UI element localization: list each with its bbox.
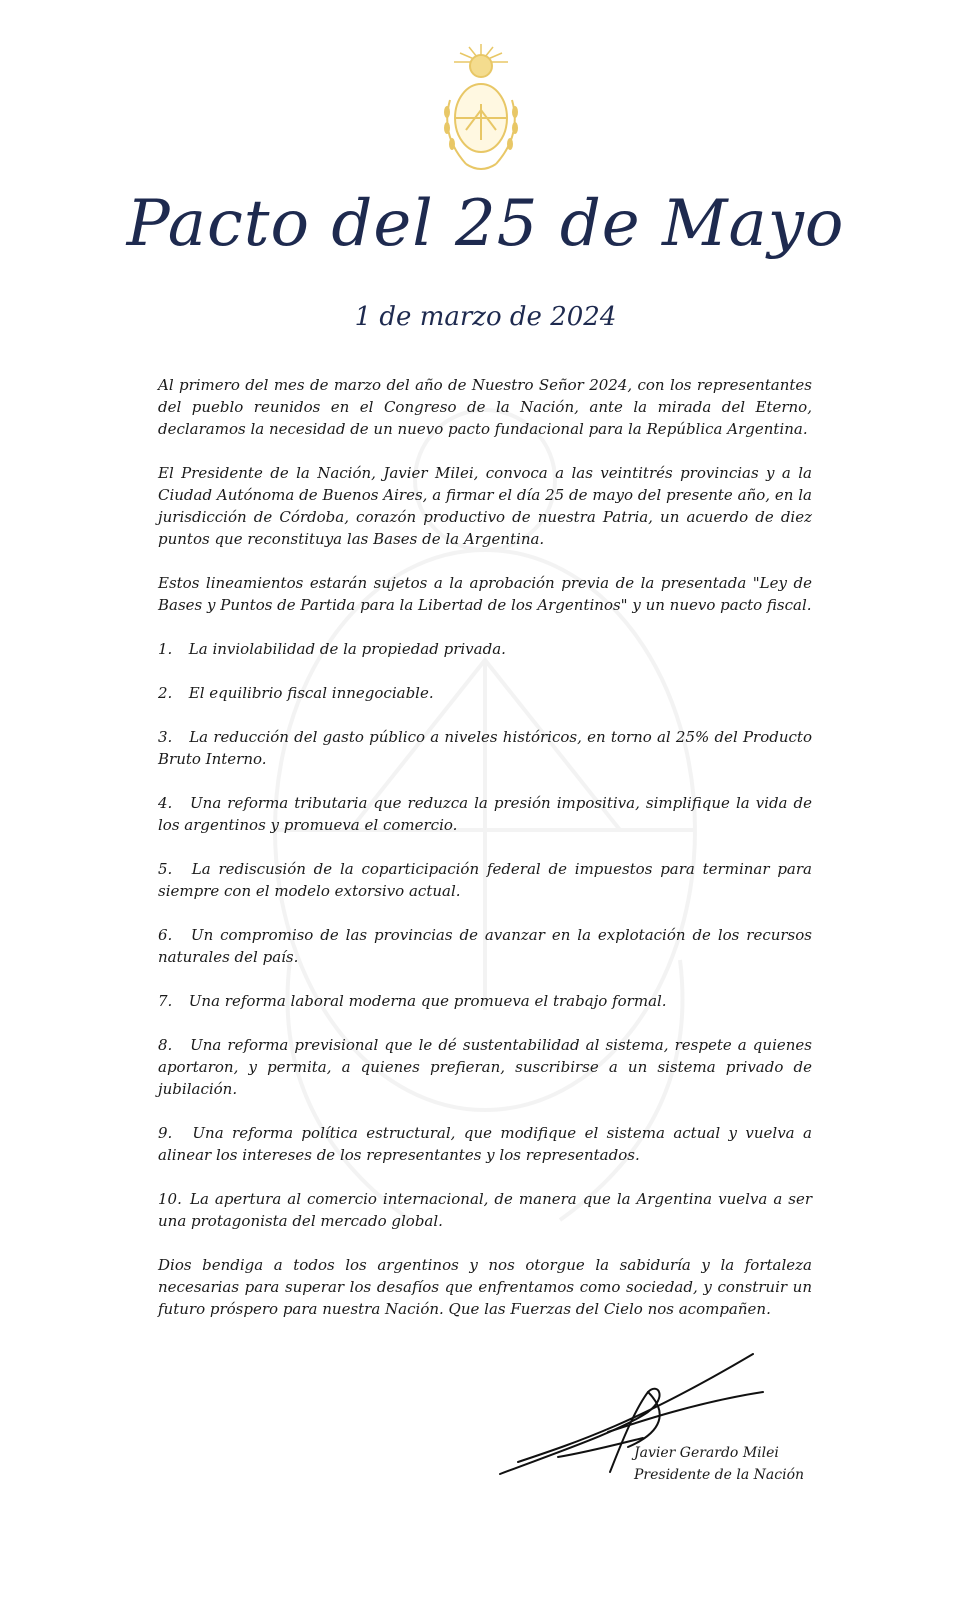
point-text: Una reforma previsional que le dé sustentabilidad al sistema, respete a quienes aportaron, y permita, a quienes prefieran, suscribirse a un sistema privado de jubilación.	[158, 1036, 812, 1098]
paragraph-convocation: El Presidente de la Nación, Javier Milei, convoca a las veintitrés provincias y a la Ciudad Autónoma de Buenos Aires, a firmar el día 25 de mayo del presente año, en la jurisdicción de Córdoba, corazón productivo de nuestra Patria, un acuerdo de diez puntos que reconstituya las Bases de la Argentina.	[158, 464, 812, 548]
point-text: Una reforma tributaria que reduzca la presión impositiva, simplifique la vida de los argentinos y promueva el comercio.	[158, 794, 812, 834]
point-number: 2.	[158, 684, 173, 702]
point-number: 5.	[158, 860, 173, 878]
point-number: 9.	[158, 1124, 173, 1142]
point-text: El equilibrio fiscal innegociable.	[188, 684, 434, 702]
point-item	[158, 924, 812, 968]
document-body	[158, 374, 812, 1342]
point-text: La inviolabilidad de la propiedad privada.	[188, 640, 506, 658]
point-text: La apertura al comercio internacional, de manera que la Argentina vuelva a ser una protagonista del mercado global.	[158, 1190, 812, 1230]
coat-of-arms-icon	[436, 40, 526, 180]
point-text: Una reforma laboral moderna que promueva el trabajo formal.	[188, 992, 667, 1010]
point-text: La reducción del gasto público a niveles históricos, en torno al 25% del Producto Bruto Interno.	[158, 728, 812, 768]
point-item	[158, 858, 812, 902]
point-number: 4.	[158, 794, 173, 812]
point-item	[158, 726, 812, 770]
point-item	[158, 1188, 812, 1232]
paragraph-conditions: Estos lineamientos estarán sujetos a la aprobación previa de la presentada "Ley de Bases y Puntos de Partida para la Libertad de los Argentinos" y un nuevo pacto fiscal.	[158, 574, 812, 614]
point-item	[158, 638, 812, 660]
document-title: Pacto del 25 de Mayo	[126, 187, 845, 261]
point-text: La rediscusión de la coparticipación federal de impuestos para terminar para siempre con el modelo extorsivo actual.	[158, 860, 812, 900]
point-item	[158, 990, 812, 1012]
point-item	[158, 682, 812, 704]
point-item	[158, 1034, 812, 1100]
signer-title: Presidente de la Nación	[634, 1467, 805, 1483]
point-text: Un compromiso de las provincias de avanzar en la explotación de los recursos naturales del país.	[158, 926, 812, 966]
point-text: Una reforma política estructural, que modifique el sistema actual y vuelva a alinear los intereses de los representantes y los representados.	[158, 1124, 812, 1164]
point-number: 8.	[158, 1036, 173, 1054]
point-number: 3.	[158, 728, 173, 746]
document-date: 1 de marzo de 2024	[354, 302, 617, 332]
paragraph-closing: Dios bendiga a todos los argentinos y nos otorgue la sabiduría y la fortaleza necesarias para superar los desafíos que enfrentamos como sociedad, y construir un futuro próspero para nuestra Nación. Que las Fuerzas del Cielo nos acompañen.	[158, 1256, 812, 1318]
point-number: 7.	[158, 992, 173, 1010]
paragraph-intro: Al primero del mes de marzo del año de Nuestro Señor 2024, con los representantes del pueblo reunidos en el Congreso de la Nación, ante la mirada del Eterno, declaramos la necesidad de un nuevo pacto fundacional para la República Argentina.	[158, 376, 812, 438]
point-item	[158, 792, 812, 836]
point-number: 1.	[158, 640, 173, 658]
signer-block	[634, 1442, 834, 1486]
signer-name: Javier Gerardo Milei	[634, 1445, 779, 1461]
point-item	[158, 1122, 812, 1166]
point-number: 6.	[158, 926, 173, 944]
point-number: 10.	[158, 1190, 182, 1208]
